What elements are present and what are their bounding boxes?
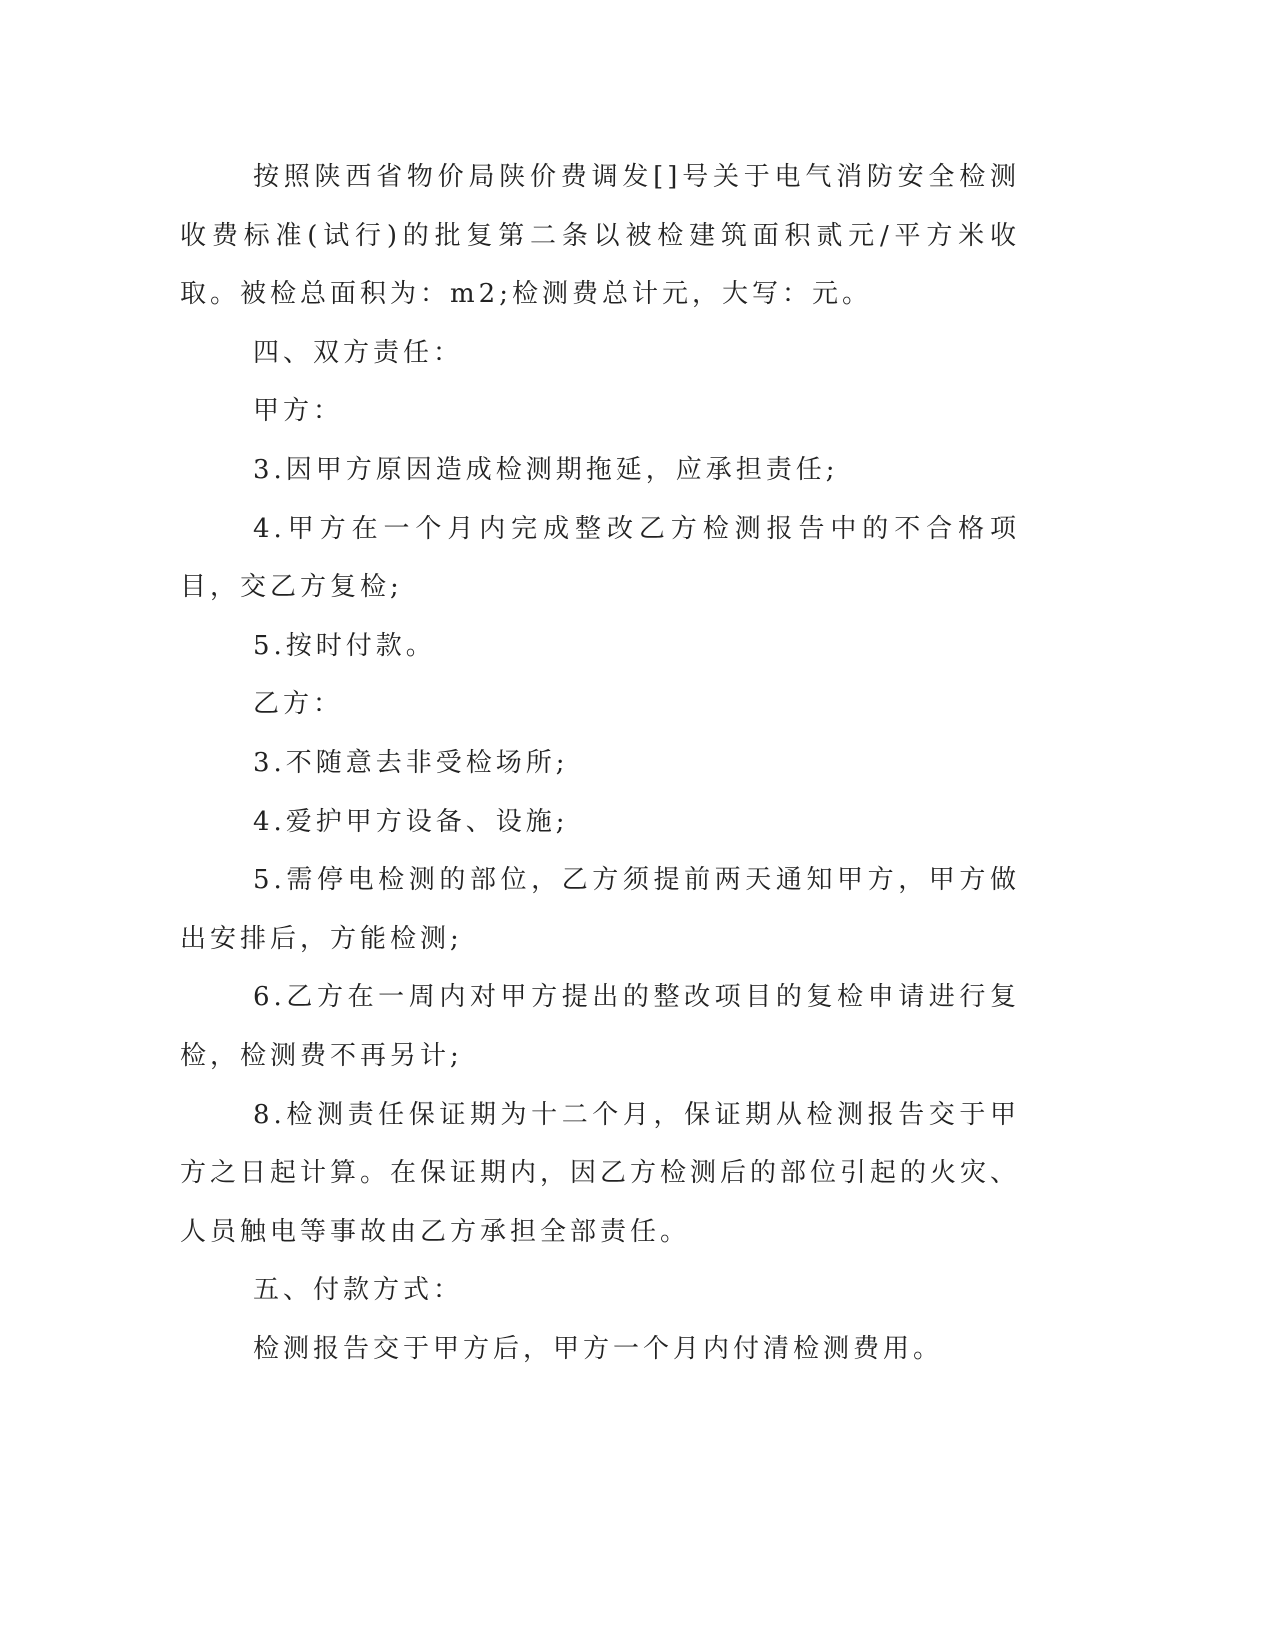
heading-payment-method: 五、付款方式：	[253, 1275, 464, 1306]
party-b-item-6: 6.乙方在一周内对甲方提出的整改项目的复检申请进行复检，检测费不再另计;	[180, 982, 1020, 1071]
document-page	[180, 148, 1020, 1378]
heading-party-a: 甲方：	[253, 396, 344, 427]
party-b-item-8: 8.检测责任保证期为十二个月，保证期从检测报告交于甲方之日起计算。在保证期内，因乙方检测后的部位引起的火灾、人员触电等事故由乙方承担全部责任。	[180, 1099, 1021, 1247]
party-b-item-4: 4.爱护甲方设备、设施;	[253, 806, 569, 837]
party-a-item-3: 3.因甲方原因造成检测期拖延，应承担责任;	[253, 454, 839, 485]
heading-party-b: 乙方：	[253, 689, 344, 720]
heading-responsibilities: 四、双方责任：	[253, 337, 464, 368]
party-a-item-4: 4.甲方在一个月内完成整改乙方检测报告中的不合格项目，交乙方复检;	[180, 513, 1020, 603]
party-a-item-5: 5.按时付款。	[253, 630, 436, 661]
party-b-item-5: 5.需停电检测的部位，乙方须提前两天通知甲方，甲方做出安排后，方能检测;	[180, 865, 1020, 954]
party-b-item-3: 3.不随意去非受检场所;	[253, 747, 569, 778]
paragraph-payment-terms: 检测报告交于甲方后，甲方一个月内付清检测费用。	[253, 1333, 944, 1364]
paragraph-fee-standard: 按照陕西省物价局陕价费调发[]号关于电气消防安全检测收费标准(试行)的批复第二条以被检建筑面积贰元/平方米收取。被检总面积为：m2;检测费总计元，大写：元。	[180, 162, 1020, 310]
